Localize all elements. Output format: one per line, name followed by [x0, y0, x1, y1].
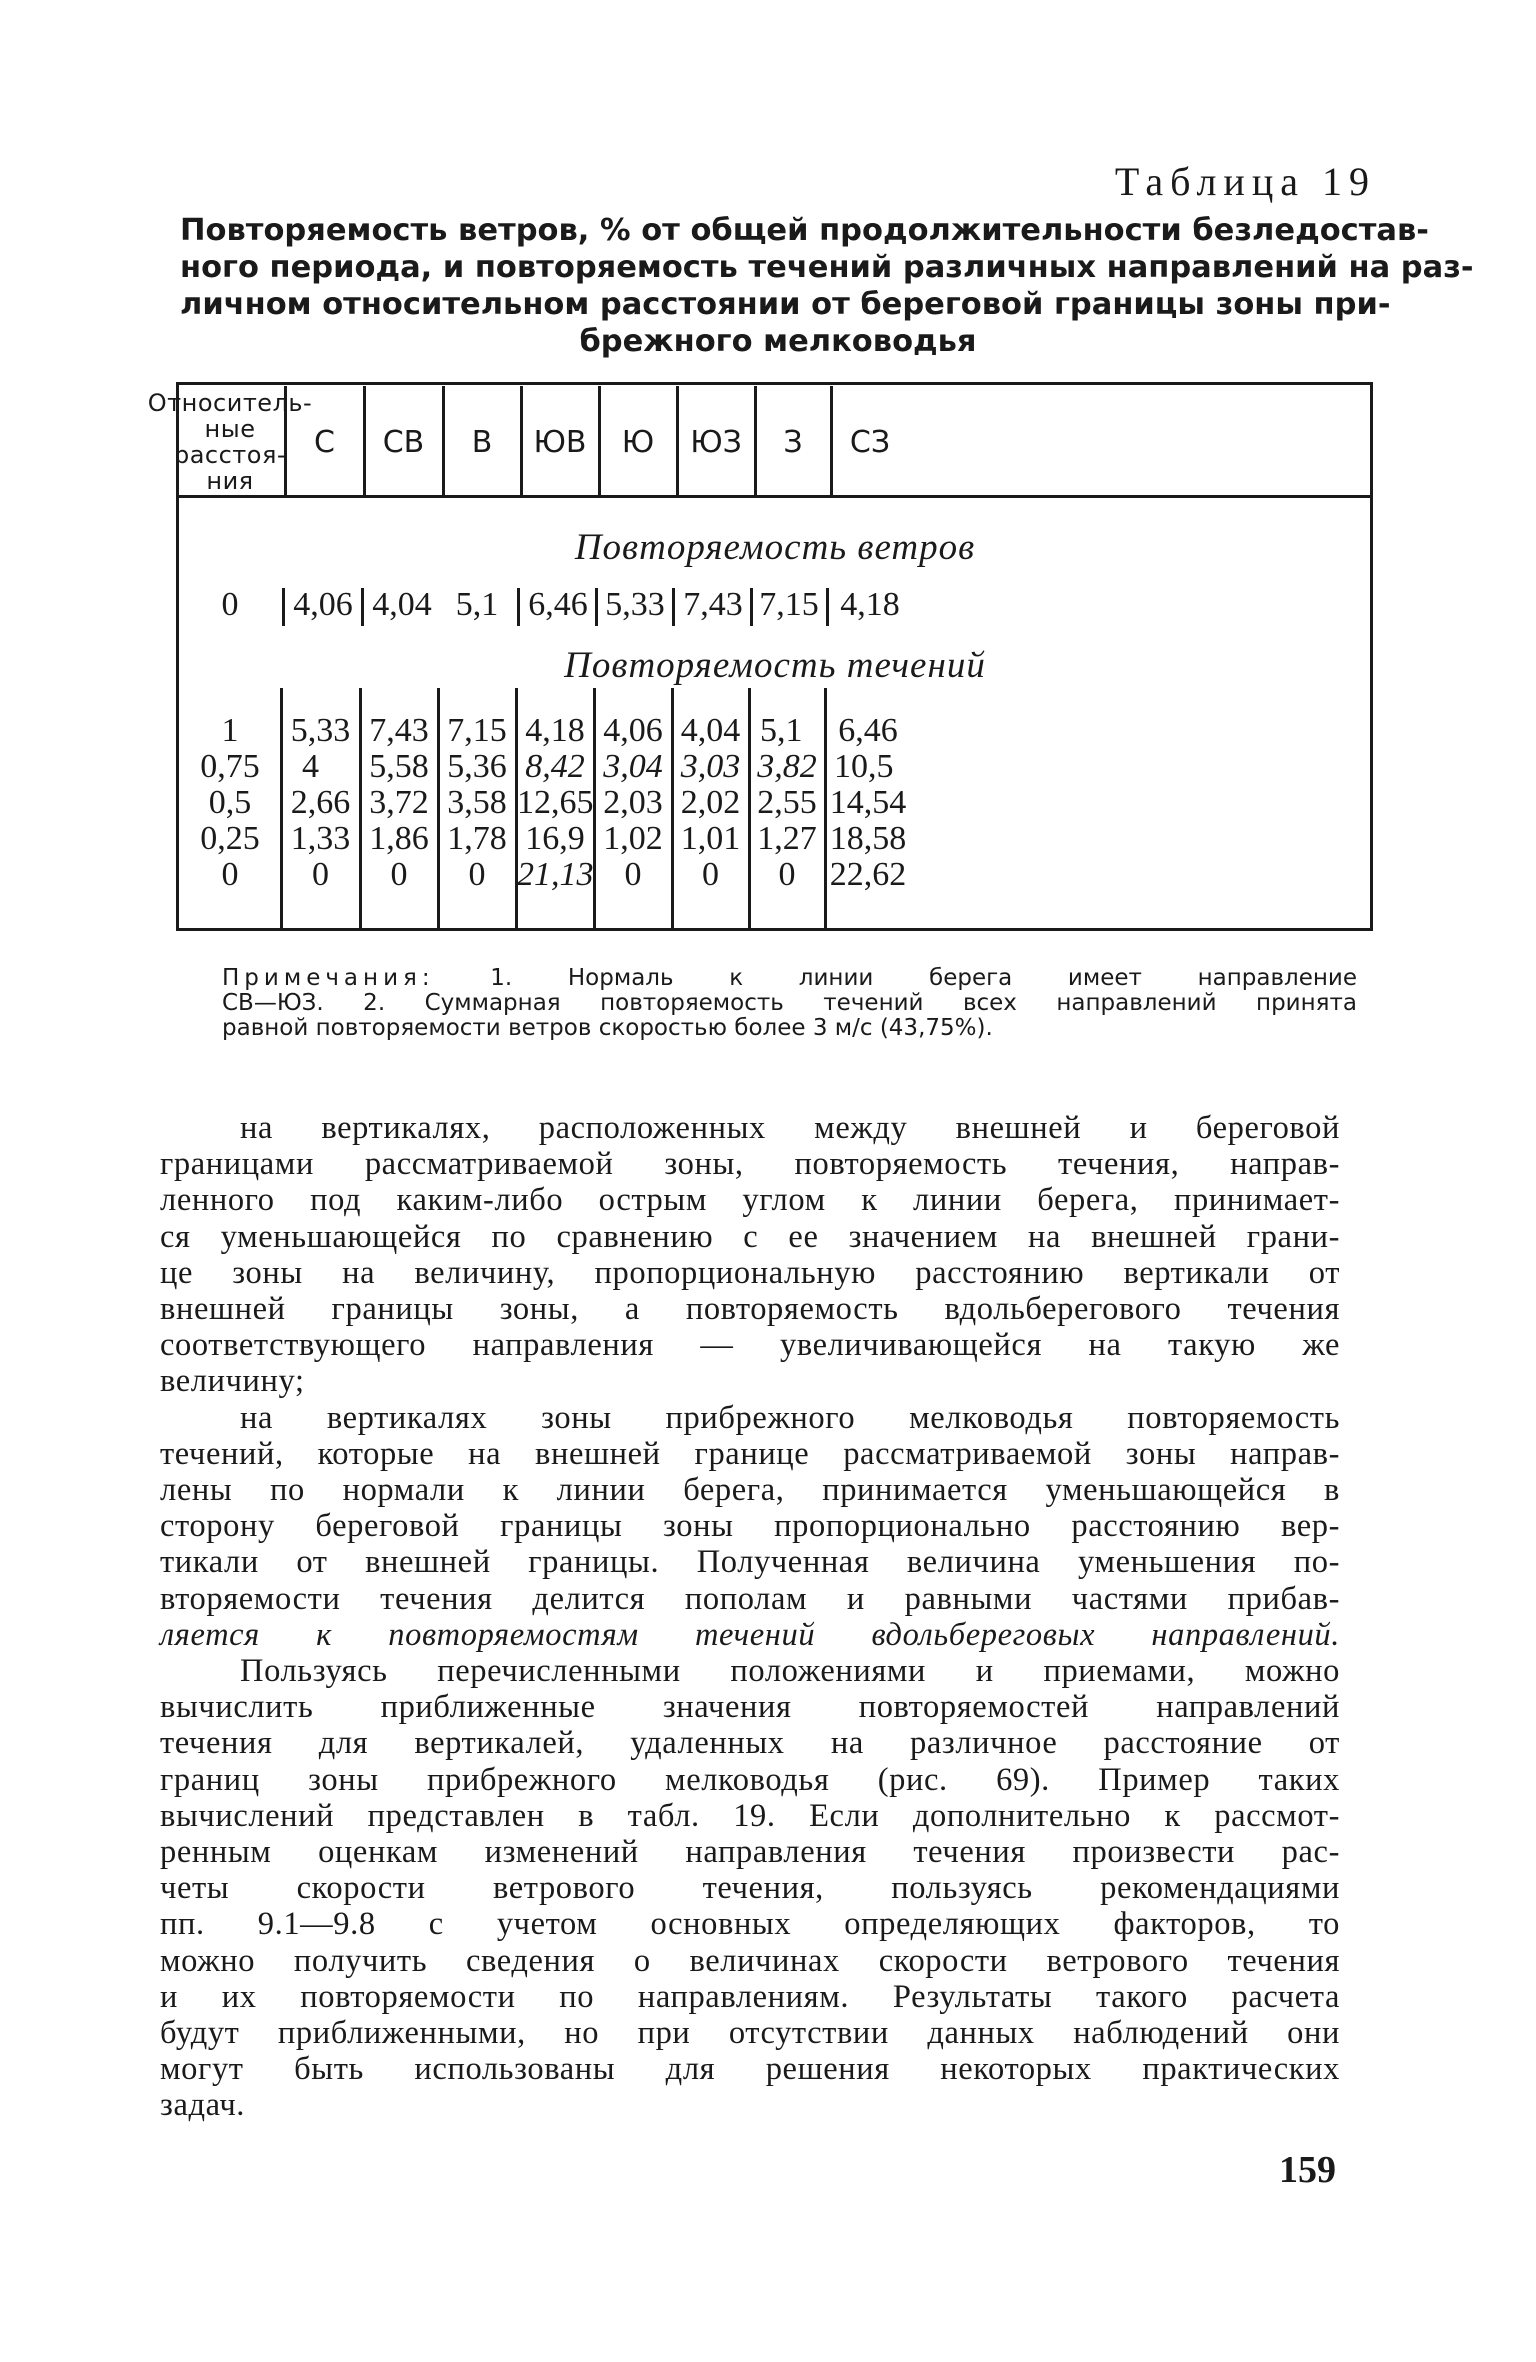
body-line: вычислений представлен в табл. 19. Если дополнительно к рассмот- — [160, 1797, 1340, 1834]
cell-value: 0 — [778, 856, 796, 893]
cell-value: 0 — [468, 856, 486, 893]
cell-value: 2,02 — [680, 784, 741, 821]
caption-line: брежного мелководья — [579, 324, 977, 359]
cell-value: 22,62 — [829, 856, 907, 893]
cell-value: 6,46 — [528, 586, 588, 623]
page-number: 159 — [1279, 2149, 1336, 2191]
cell-value: 7,43 — [683, 586, 743, 623]
cell-value: 3,04 — [603, 748, 663, 785]
cell-value: 7,43 — [369, 712, 429, 749]
cell-value: 3,58 — [447, 784, 507, 821]
cell-value: 4,18 — [525, 712, 585, 749]
body-line: Пользуясь перечисленными положениями и приемами, можно — [240, 1653, 1340, 1690]
row-distance: 0,5 — [208, 784, 252, 821]
notes-label: Примечания: — [222, 965, 435, 991]
cell-value: 0 — [702, 856, 719, 893]
cell-value: 1,78 — [447, 820, 507, 857]
cell-value: 4,04 — [372, 586, 432, 623]
cell-value: 2,66 — [290, 784, 351, 821]
header-distance-line: ния — [206, 467, 254, 495]
body-line: могут быть использованы для решения некоторых практических — [160, 2051, 1340, 2088]
body-line: ся уменьшающейся по сравнению с ее значением на внешней грани- — [160, 1218, 1340, 1255]
header-direction: В — [471, 424, 493, 460]
wind-tick — [672, 588, 675, 626]
cell-value: 5,33 — [290, 712, 351, 749]
cell-value: 1,27 — [757, 820, 817, 857]
body-line: границ зоны прибрежного мелководья (рис. 69). Пример таких — [160, 1761, 1340, 1798]
body-line: тикали от внешней границы. Полученная величина уменьшения по- — [160, 1544, 1340, 1581]
cell-value: 5,1 — [455, 586, 499, 623]
cell-value: 4,18 — [840, 586, 900, 623]
body-line: и их повторяемости по направлениям. Результаты такого расчета — [160, 1978, 1340, 2015]
caption-line: Повторяемость ветров, % от общей продолжительности безледостав- — [180, 213, 1429, 248]
cell-value: 7,15 — [759, 586, 819, 623]
body-line: на вертикалях, расположенных между внешней и береговой — [240, 1110, 1340, 1146]
body-line: соответствующего направления — увеличивающейся на такую же — [160, 1327, 1340, 1364]
cell-value: 1,86 — [369, 820, 429, 857]
row-distance: 0,25 — [200, 820, 260, 857]
cell-value: 0 — [624, 856, 642, 893]
cell-value: 0 — [390, 856, 408, 893]
header-direction: СВ — [382, 424, 425, 460]
table-caption — [180, 212, 1474, 360]
cell-value: 10,5 — [834, 748, 894, 785]
header-direction: ЮВ — [533, 424, 587, 460]
cell-value: 4,04 — [680, 712, 741, 749]
body-line: течения для вертикалей, удаленных на различное расстояние от — [160, 1725, 1340, 1762]
notes-line: равной повторяемости ветров скоростью более 3 м/с (43,75%). — [222, 1015, 993, 1041]
wind-tick — [361, 588, 364, 626]
cell-value: 16,9 — [525, 820, 585, 857]
body-line: границами рассматриваемой зоны, повторяемость течения, направ- — [160, 1146, 1340, 1183]
body-text — [160, 1110, 1340, 2124]
cell-value: 3,72 — [369, 784, 429, 821]
body-line: це зоны на величину, пропорциональную расстоянию вертикали от — [160, 1254, 1340, 1291]
table-label: Таблица 19 — [1114, 159, 1376, 204]
row-distance: 0 — [221, 856, 239, 893]
body-line: ленного под каким-либо острым углом к линии берега, принимает- — [160, 1182, 1340, 1219]
cell-value: 18,58 — [829, 820, 907, 857]
cell-value: 5,58 — [369, 748, 429, 785]
cell-value: 4,06 — [293, 586, 353, 623]
table-notes — [222, 966, 1357, 1041]
data-table — [147, 382, 1372, 932]
body-line: величину; — [160, 1363, 305, 1400]
header-direction: СЗ — [849, 424, 891, 460]
header-direction: ЮЗ — [690, 424, 742, 460]
cell-value: 4 — [302, 748, 319, 785]
body-line: ляется к повторяемостям течений вдольбереговых направлений. — [160, 1616, 1340, 1653]
header-direction: С — [314, 424, 335, 460]
cell-value: 2,03 — [603, 784, 663, 821]
notes-line: СВ—ЮЗ. 2. Суммарная повторяемость течений всех направлений принята — [222, 990, 1357, 1016]
cell-value: 6,46 — [838, 712, 898, 749]
body-line: ренным оценкам изменений направления течения произвести рас- — [160, 1834, 1340, 1871]
cell-value: 7,15 — [447, 712, 507, 749]
row-distance: 1 — [221, 712, 239, 749]
body-line: вторяемости течения делится пополам и равными частями прибав- — [160, 1580, 1340, 1617]
header-direction: З — [783, 424, 803, 460]
body-line: сторону береговой границы зоны пропорционально расстоянию вер- — [160, 1508, 1340, 1545]
cell-value: 21,13 — [517, 856, 594, 893]
cell-value: 1,02 — [603, 820, 663, 857]
body-line: пп. 9.1—9.8 с учетом основных определяющих факторов, то — [160, 1906, 1340, 1943]
row-distance: 0,75 — [200, 748, 260, 785]
cell-value: 3,03 — [680, 748, 741, 785]
cell-value: 0 — [312, 856, 329, 893]
header-rule — [178, 495, 1372, 498]
cell-value: 14,54 — [829, 784, 907, 821]
cell-value: 12,65 — [517, 784, 594, 821]
cell-value: 2,55 — [757, 784, 817, 821]
body-line: будут приближенными, но при отсутствии данных наблюдений они — [160, 2015, 1340, 2052]
body-line: вычислить приближенные значения повторяемостей направлений — [160, 1689, 1340, 1726]
cell-value: 3,82 — [757, 748, 817, 785]
wind-tick — [282, 588, 285, 626]
header-distance — [147, 389, 313, 495]
cell-value: 4,06 — [603, 712, 663, 749]
header-distance-line: ные расстоя- — [173, 415, 287, 469]
body-line: лены по нормали к линии берега, принимается уменьшающейся в — [160, 1472, 1340, 1509]
body-line: четы скорости ветрового течения, пользуясь рекомендациями — [160, 1870, 1340, 1907]
notes-text: 1. Нормаль к линии берега имеет направление — [490, 965, 1358, 991]
table-bottom-rule — [178, 928, 1372, 931]
header-distance-line: Относитель- — [147, 389, 313, 417]
body-line: можно получить сведения о величинах скорости ветрового течения — [160, 1942, 1340, 1979]
current-section-title: Повторяемость течений — [564, 645, 986, 686]
cell-value: 5,33 — [605, 586, 665, 623]
caption-line: личном относительном расстоянии от береговой границы зоны при- — [180, 287, 1391, 322]
wind-section-title: Повторяемость ветров — [574, 527, 976, 568]
body-line: задач. — [160, 2087, 245, 2124]
cell-value: 5,36 — [447, 748, 507, 785]
header-direction-last — [832, 392, 1370, 492]
body-line: внешней границы зоны, а повторяемость вдольберегового течения — [160, 1291, 1340, 1328]
cell-value: 1,01 — [680, 820, 741, 857]
row-distance: 0 — [221, 586, 239, 623]
cell-value: 5,1 — [760, 712, 803, 749]
body-line: на вертикалях зоны прибрежного мелководья повторяемость — [240, 1399, 1340, 1436]
body-line: течений, которые на внешней границе рассматриваемой зоны направ- — [160, 1435, 1340, 1472]
wind-tick — [826, 588, 829, 626]
cell-value: 8,42 — [525, 748, 585, 785]
caption-line: ного периода, и повторяемость течений различных направлений на раз- — [180, 250, 1474, 285]
cell-value: 1,33 — [290, 820, 351, 857]
header-direction: Ю — [621, 424, 655, 460]
table-top-rule — [178, 382, 1372, 385]
notes-line — [222, 966, 1357, 991]
